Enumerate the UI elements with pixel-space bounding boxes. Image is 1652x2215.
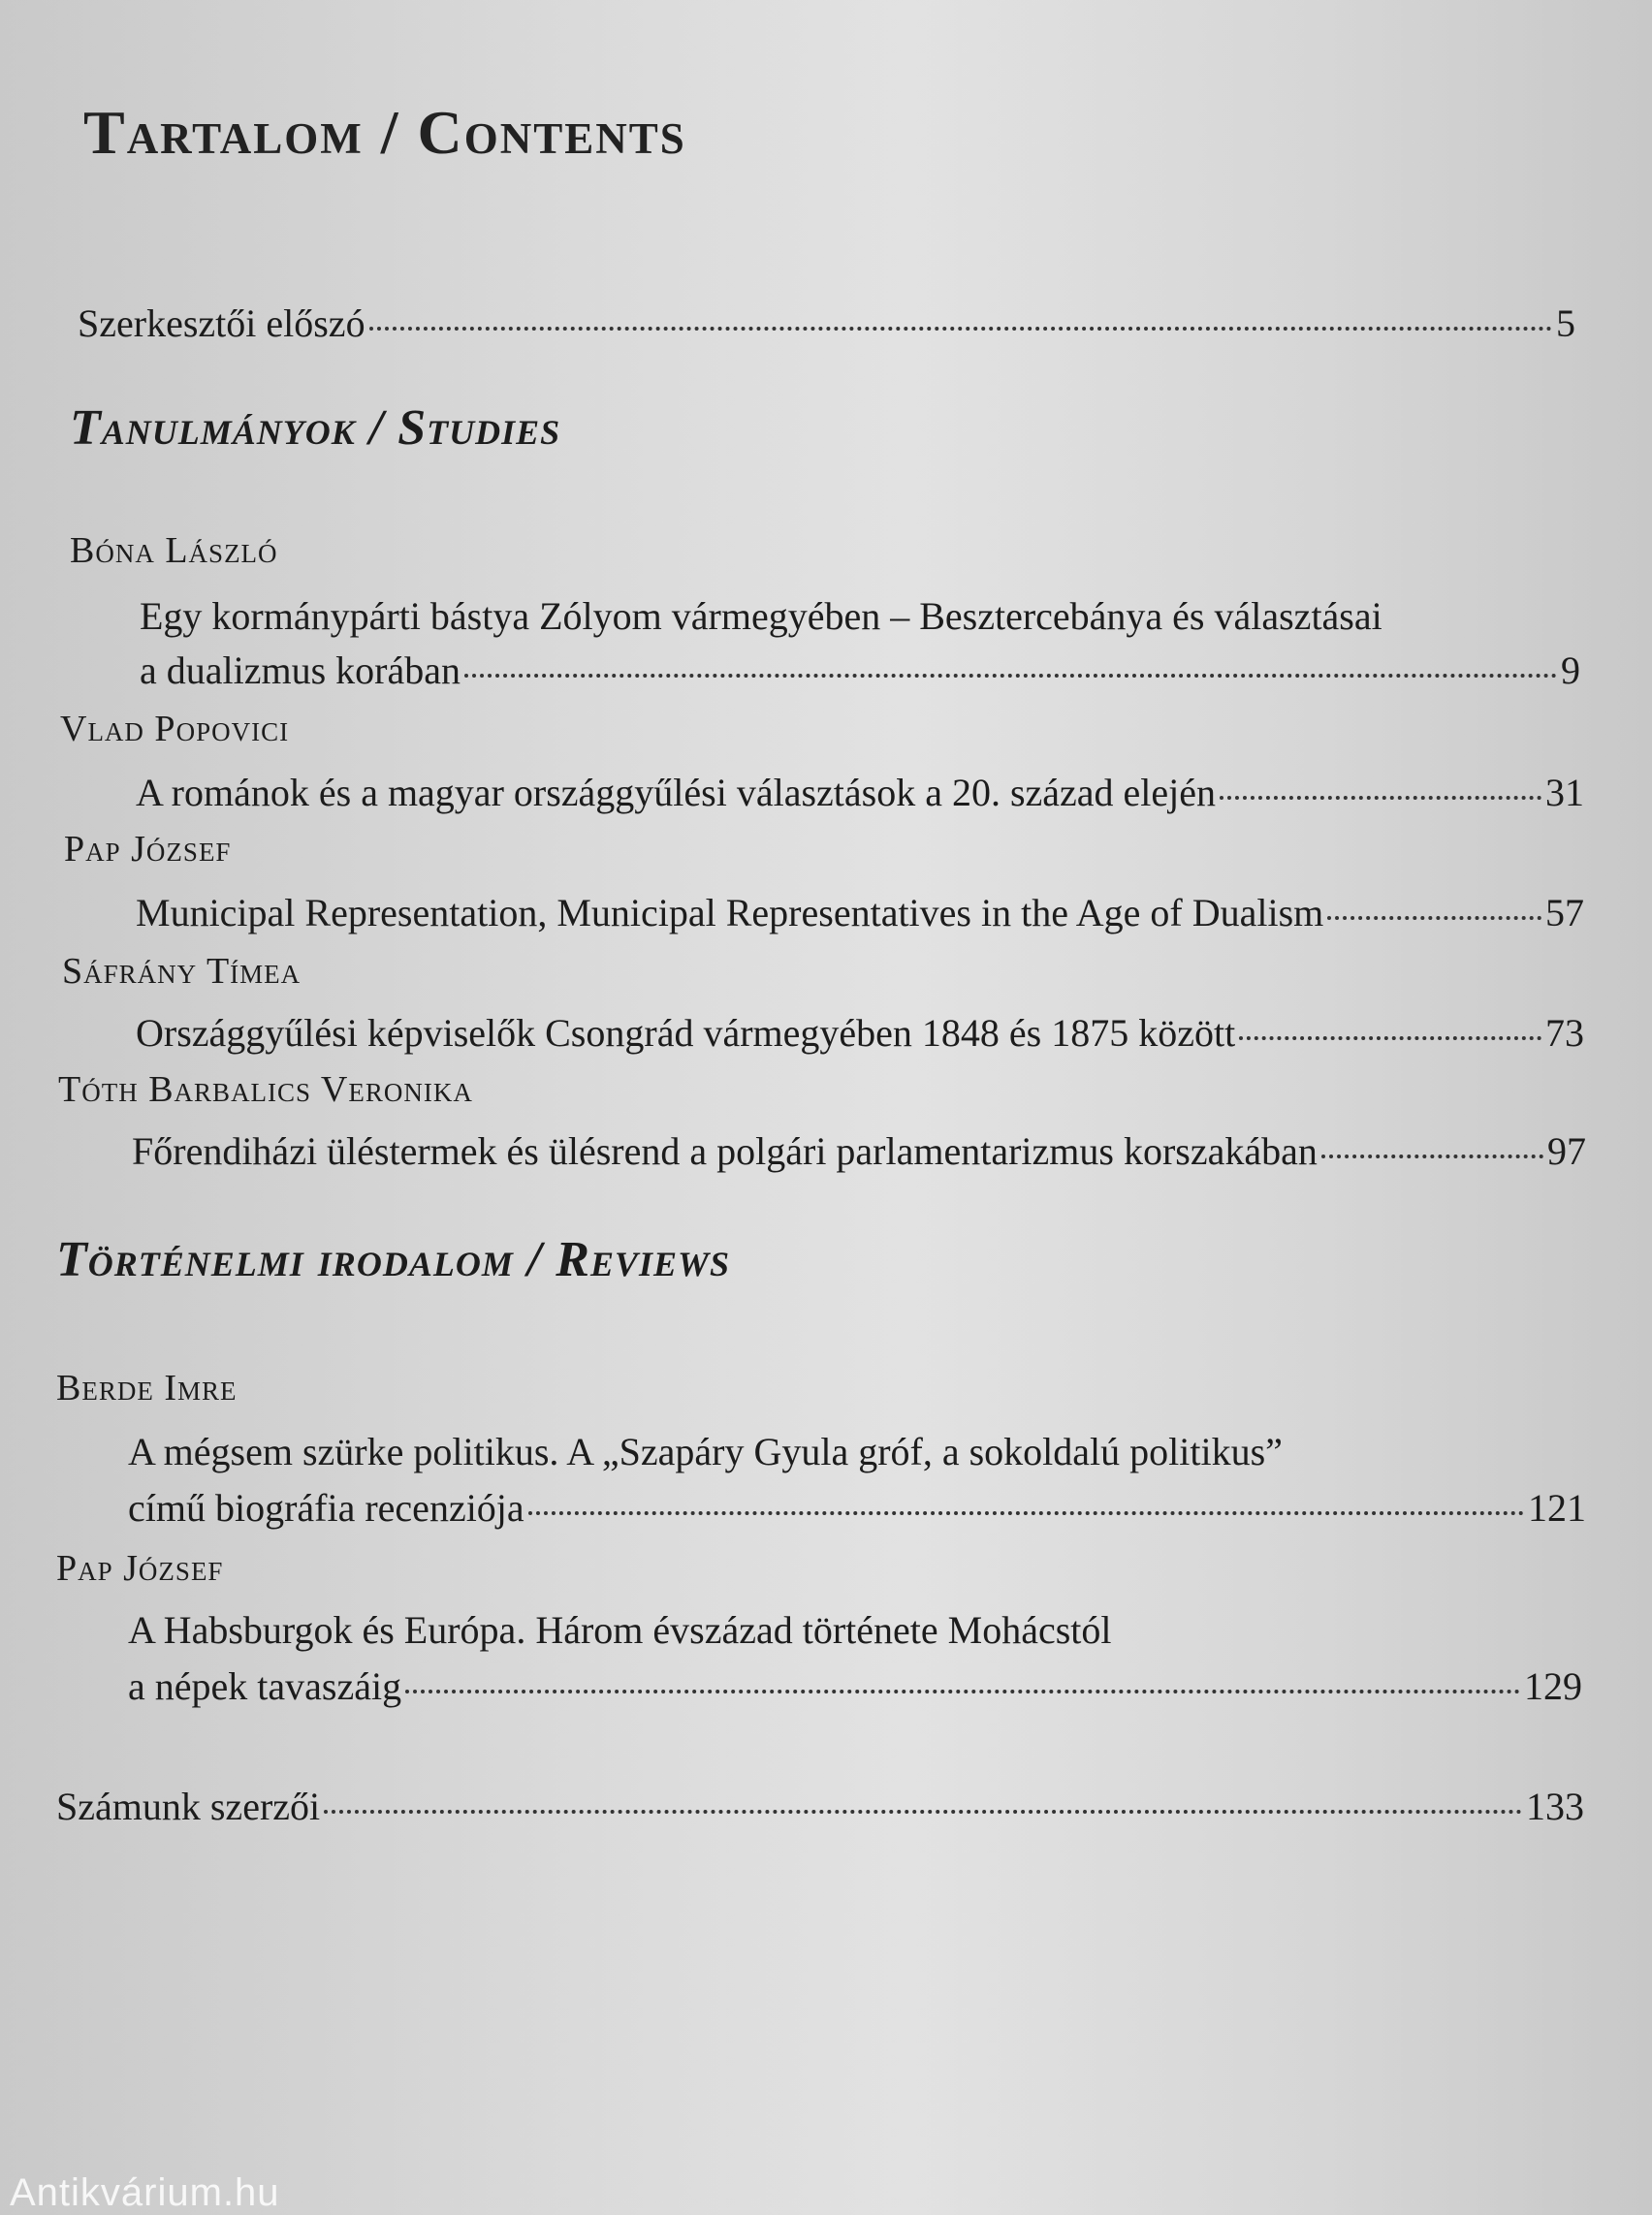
entry-title-line: A románok és a magyar országgyűlési választások a 20. század elején	[136, 771, 1217, 814]
section-title-studies: Tanulmányok / Studies	[70, 400, 561, 456]
page-number: 121	[1528, 1486, 1586, 1530]
entry-author: Bóna László	[70, 530, 278, 571]
dot-leader	[464, 674, 1557, 678]
entry-title-line: Egy kormánypárti bástya Zólyom vármegyében – Besztercebánya és választásai	[140, 594, 1382, 638]
entry-title-line: A mégsem szürke politikus. A „Szapáry Gyula gróf, a sokoldalú politikus”	[128, 1430, 1283, 1473]
entry-title-line: A Habsburgok és Európa. Három évszázad története Mohácstól	[128, 1608, 1112, 1652]
toc-entry-authors-list	[56, 1784, 1584, 1829]
entry-author: Sáfrány Tímea	[62, 951, 302, 992]
toc-entry	[128, 1485, 1586, 1531]
dot-leader	[324, 1810, 1522, 1814]
page-number: 73	[1545, 1011, 1584, 1055]
toc-entry	[136, 890, 1584, 935]
entry-author: Berde Imre	[56, 1368, 238, 1408]
toc-entry-text: Szerkesztői előszó	[78, 301, 365, 345]
entry-title-line: a népek tavaszáig	[128, 1664, 402, 1708]
page-title: Tartalom / Contents	[83, 98, 686, 167]
entry-title-line: a dualizmus korában	[140, 649, 461, 692]
dot-leader	[405, 1690, 1520, 1693]
entry-title-line: Országgyűlési képviselők Csongrád vármegyében 1848 és 1875 között	[136, 1011, 1236, 1055]
dot-leader	[1327, 916, 1541, 920]
page-number: 5	[1556, 301, 1575, 345]
section-title-reviews: Történelmi irodalom / Reviews	[56, 1232, 731, 1287]
page-number: 57	[1545, 891, 1584, 934]
page-number: 133	[1526, 1785, 1584, 1828]
toc-entry	[136, 770, 1584, 815]
toc-entry	[128, 1663, 1582, 1709]
page-number: 97	[1547, 1129, 1586, 1173]
watermark-text: Antikvárium.hu	[10, 2171, 280, 2214]
toc-entry	[136, 1010, 1584, 1056]
entry-title-line: Főrendiházi üléstermek és ülésrend a polgári parlamentarizmus korszakában	[132, 1129, 1318, 1173]
dot-leader	[528, 1511, 1524, 1515]
entry-author: Pap József	[64, 829, 232, 870]
dot-leader	[369, 327, 1552, 331]
toc-entry	[140, 648, 1580, 693]
dot-leader	[1220, 796, 1541, 800]
toc-entry	[132, 1128, 1586, 1174]
entry-author: Pap József	[56, 1548, 224, 1589]
entry-author: Tóth Barbalics Veronika	[58, 1069, 473, 1110]
dot-leader	[1321, 1155, 1543, 1158]
entry-author: Vlad Popovici	[60, 709, 290, 749]
toc-entry-preface	[78, 301, 1575, 346]
page-number: 31	[1545, 771, 1584, 814]
toc-entry-text: Számunk szerzői	[56, 1785, 321, 1828]
dot-leader	[1239, 1036, 1541, 1040]
page-number: 129	[1524, 1664, 1582, 1708]
entry-title-line: Municipal Representation, Municipal Representatives in the Age of Dualism	[136, 891, 1324, 934]
page-number: 9	[1561, 649, 1580, 692]
entry-title-line: című biográfia recenziója	[128, 1486, 524, 1530]
